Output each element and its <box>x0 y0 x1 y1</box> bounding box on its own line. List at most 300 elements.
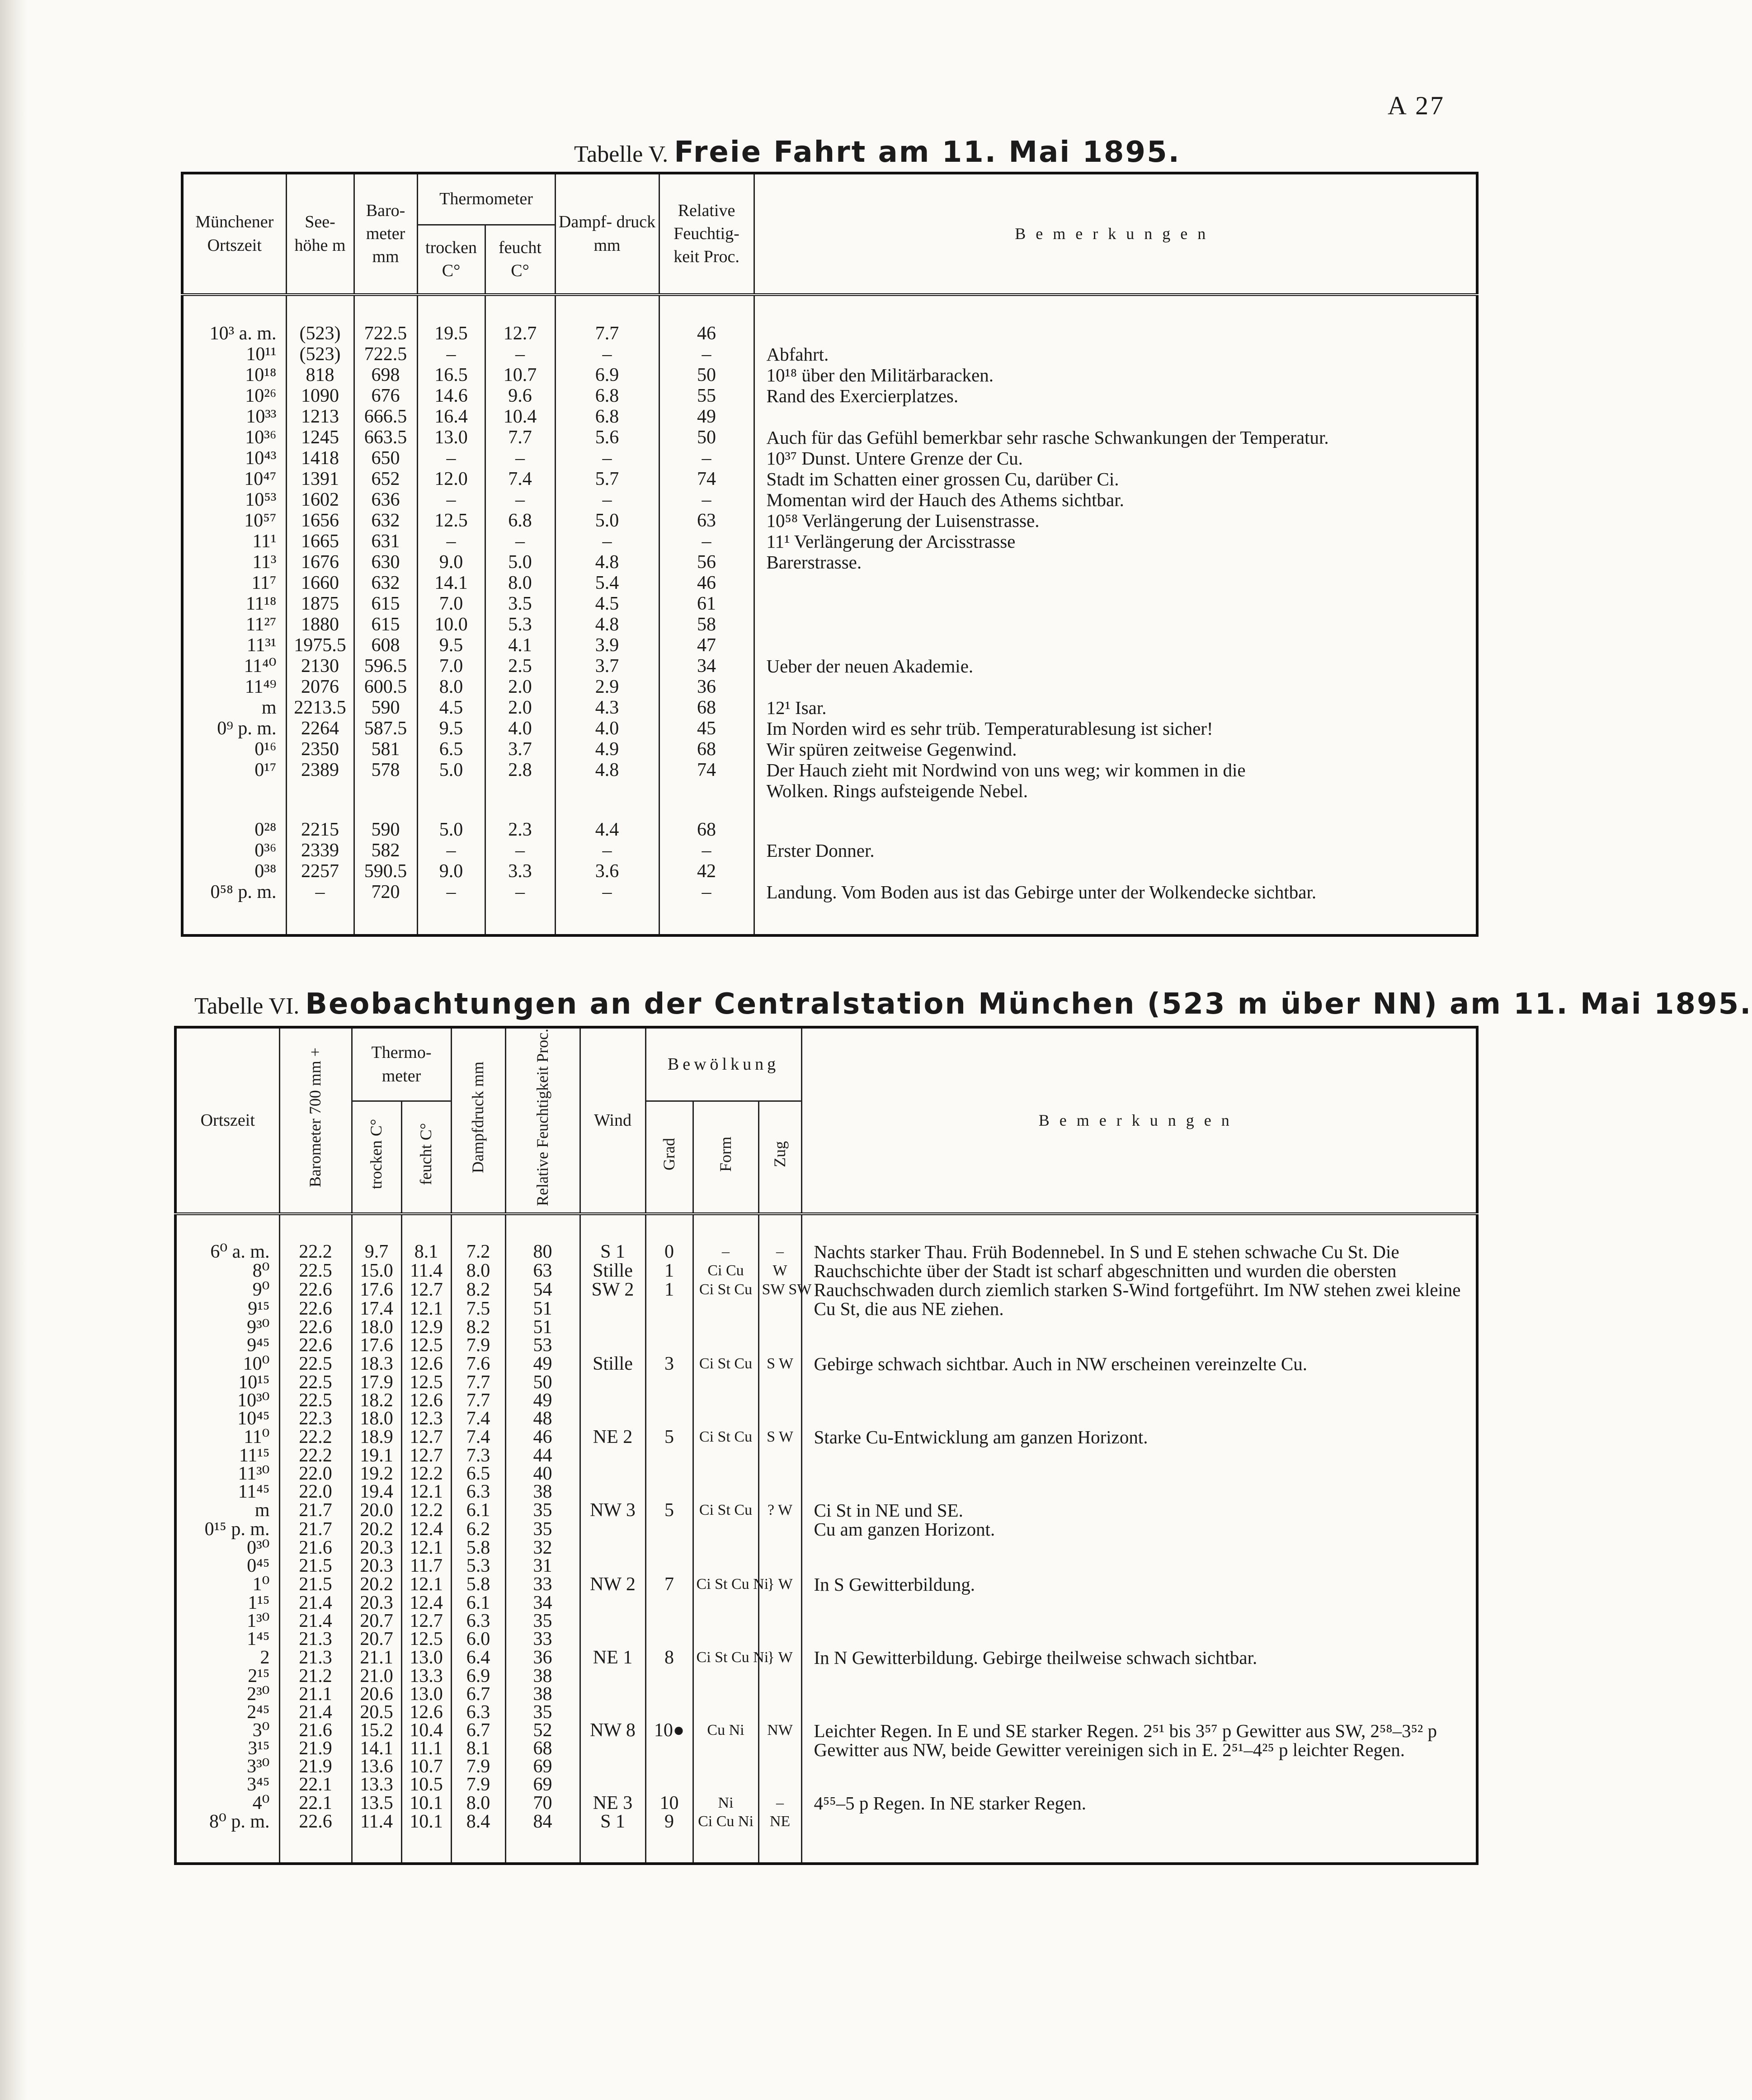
wind-cell <box>580 1739 645 1757</box>
wet-temp-cell: 11.7 <box>401 1557 451 1575</box>
barometer-cell: 22.3 <box>279 1409 352 1428</box>
remarks-cell <box>754 819 1477 840</box>
cloud-direction-cell <box>758 1409 801 1428</box>
wind-cell: NW 8 <box>580 1721 645 1739</box>
time-cell: 10⁴³ <box>182 448 286 469</box>
humidity-cell: 53 <box>505 1336 580 1354</box>
vapour-cell: – <box>555 531 659 552</box>
humidity-cell: 38 <box>505 1685 580 1703</box>
altitude-cell: 2339 <box>286 840 354 861</box>
t5-head-remarks: Bemerkungen <box>754 173 1477 295</box>
cloud-grade-cell <box>645 1409 693 1428</box>
vapour-cell: 6.1 <box>451 1594 505 1612</box>
t6-head-grad-text: Grad <box>659 1137 678 1170</box>
humidity-cell: 58 <box>659 614 754 635</box>
cloud-direction-cell <box>758 1739 801 1757</box>
humidity-cell: 45 <box>659 718 754 739</box>
vapour-cell: 7.4 <box>451 1428 505 1447</box>
remarks-cell: Der Hauch zieht mit Nordwind von uns weg; wir kommen in die <box>754 760 1477 780</box>
cloud-form-cell <box>693 1391 758 1409</box>
wet-temp-cell: 11.1 <box>401 1739 451 1757</box>
humidity-cell: 42 <box>659 861 754 882</box>
vapour-cell: 7.7 <box>451 1373 505 1391</box>
cloud-grade-cell: 10● <box>645 1721 693 1739</box>
cloud-grade-cell <box>645 1483 693 1501</box>
altitude-cell: 2257 <box>286 861 354 882</box>
spacer-cell <box>182 295 286 323</box>
table6-caption-prefix: Tabelle VI. <box>194 993 300 1019</box>
spacer-cell <box>182 801 286 819</box>
wind-cell <box>580 1539 645 1557</box>
humidity-cell: 50 <box>659 427 754 448</box>
time-cell: 11³ <box>182 552 286 573</box>
wet-temp-cell: 10.7 <box>485 365 555 385</box>
humidity-cell: 35 <box>505 1501 580 1520</box>
vapour-cell: 6.7 <box>451 1685 505 1703</box>
table-row <box>182 365 1477 385</box>
vapour-cell: 8.0 <box>451 1261 505 1280</box>
time-cell: 9³⁰ <box>175 1318 279 1336</box>
vapour-cell: 7.4 <box>451 1409 505 1428</box>
wind-cell: SW 2 <box>580 1280 645 1299</box>
time-cell: 4⁰ <box>175 1794 279 1813</box>
table-row <box>182 635 1477 656</box>
table-row <box>182 614 1477 635</box>
time-cell <box>182 780 286 801</box>
humidity-cell <box>659 780 754 801</box>
humidity-cell: 68 <box>659 819 754 840</box>
vapour-cell: 3.7 <box>555 656 659 677</box>
barometer-cell: 22.6 <box>279 1813 352 1831</box>
dry-temp-cell: 20.2 <box>352 1520 401 1539</box>
cloud-grade-cell: 5 <box>645 1428 693 1447</box>
cloud-form-cell <box>693 1373 758 1391</box>
spacer-cell <box>801 1831 1477 1864</box>
cloud-form-cell <box>693 1539 758 1557</box>
barometer-cell: 21.3 <box>279 1630 352 1648</box>
remarks-cell <box>801 1373 1477 1391</box>
vapour-cell: 4.0 <box>555 718 659 739</box>
remarks-cell <box>754 635 1477 656</box>
barometer-cell: 22.5 <box>279 1391 352 1409</box>
vapour-cell: 6.3 <box>451 1703 505 1721</box>
table-row <box>182 819 1477 840</box>
humidity-cell: 44 <box>505 1447 580 1465</box>
wet-temp-cell: 2.8 <box>485 760 555 780</box>
humidity-cell: 54 <box>505 1280 580 1299</box>
t5-head-vapour: Dampf- druck mm <box>555 173 659 295</box>
wet-temp-cell: – <box>485 489 555 510</box>
page-number: A 27 <box>1387 91 1445 120</box>
t6-head-vapour-text: Dampfdruck mm <box>469 1061 487 1173</box>
remarks-cell: Wolken. Rings aufsteigende Nebel. <box>754 780 1477 801</box>
table-row <box>182 760 1477 780</box>
cloud-form-cell <box>693 1685 758 1703</box>
time-cell: 11¹⁵ <box>175 1447 279 1465</box>
humidity-cell: – <box>659 489 754 510</box>
wet-temp-cell: 12.4 <box>401 1520 451 1539</box>
wind-cell <box>580 1776 645 1794</box>
spacer-cell <box>555 801 659 819</box>
remarks-cell: Wir spüren zeitweise Gegenwind. <box>754 739 1477 760</box>
wind-cell <box>580 1757 645 1776</box>
wet-temp-cell: 12.7 <box>401 1447 451 1465</box>
spacer-cell <box>645 1214 693 1242</box>
table-row <box>175 1465 1477 1483</box>
spacer-cell <box>758 1831 801 1864</box>
wet-temp-cell: 8.1 <box>401 1242 451 1261</box>
cloud-grade-cell <box>645 1391 693 1409</box>
cloud-direction-cell <box>758 1318 801 1336</box>
cloud-direction-cell: – <box>758 1794 801 1813</box>
remarks-cell: Stadt im Schatten einer grossen Cu, darüber Ci. <box>754 469 1477 489</box>
remarks-cell <box>754 861 1477 882</box>
vapour-cell <box>555 780 659 801</box>
barometer-cell: 21.5 <box>279 1557 352 1575</box>
dry-temp-cell: 17.6 <box>352 1336 401 1354</box>
time-cell: 2 <box>175 1648 279 1667</box>
cloud-form-cell <box>693 1336 758 1354</box>
vapour-cell: 5.8 <box>451 1575 505 1594</box>
time-cell: 9⁴⁵ <box>175 1336 279 1354</box>
t6-head-time: Ortszeit <box>175 1027 279 1214</box>
time-cell: 2⁴⁵ <box>175 1703 279 1721</box>
wet-temp-cell: 7.7 <box>485 427 555 448</box>
cloud-direction-cell: NE <box>758 1813 801 1831</box>
humidity-cell: – <box>659 448 754 469</box>
cloud-direction-cell <box>758 1612 801 1630</box>
wet-temp-cell: 10.1 <box>401 1794 451 1813</box>
dry-temp-cell: 18.0 <box>352 1409 401 1428</box>
wet-temp-cell: – <box>485 840 555 861</box>
cloud-grade-cell <box>645 1739 693 1757</box>
t6-head-wind: Wind <box>580 1027 645 1214</box>
wet-temp-cell: 7.4 <box>485 469 555 489</box>
wet-temp-cell: 11.4 <box>401 1261 451 1280</box>
cloud-form-cell <box>693 1594 758 1612</box>
spacer-cell <box>505 1831 580 1864</box>
altitude-cell: 1676 <box>286 552 354 573</box>
table-row <box>182 656 1477 677</box>
cloud-grade-cell <box>645 1373 693 1391</box>
wet-temp-cell: 12.5 <box>401 1630 451 1648</box>
dry-temp-cell: 20.3 <box>352 1539 401 1557</box>
wind-cell <box>580 1299 645 1318</box>
wet-temp-cell: 12.1 <box>401 1575 451 1594</box>
t5-head-humidity: Relative Feuchtig- keit Proc. <box>659 173 754 295</box>
dry-temp-cell: 21.0 <box>352 1667 401 1685</box>
barometer-cell: 21.9 <box>279 1757 352 1776</box>
time-cell: 0³⁶ <box>182 840 286 861</box>
cloud-direction-cell: SW SW <box>758 1280 801 1299</box>
time-cell: 9¹⁵ <box>175 1299 279 1318</box>
remarks-cell <box>801 1667 1477 1685</box>
humidity-cell: 50 <box>659 365 754 385</box>
t5-head-thermometer: Thermometer <box>417 173 555 225</box>
time-cell: 10³⁰ <box>175 1391 279 1409</box>
t6-head-clouds: Bewölkung <box>645 1027 801 1101</box>
spacer-cell <box>754 295 1477 323</box>
vapour-cell: 4.9 <box>555 739 659 760</box>
altitude-cell: 2130 <box>286 656 354 677</box>
wind-cell <box>580 1612 645 1630</box>
table-row <box>182 385 1477 406</box>
humidity-cell: 70 <box>505 1794 580 1813</box>
humidity-cell: 63 <box>505 1261 580 1280</box>
barometer-cell: 21.4 <box>279 1594 352 1612</box>
remarks-cell <box>801 1685 1477 1703</box>
vapour-cell: – <box>555 882 659 902</box>
table6-caption-title: Beobachtungen an der Centralstation München (523 m über NN) am 11. Mai 1895. <box>305 987 1752 1021</box>
altitude-cell <box>286 780 354 801</box>
spacer-row <box>182 801 1477 819</box>
vapour-cell: 8.4 <box>451 1813 505 1831</box>
altitude-cell: 818 <box>286 365 354 385</box>
humidity-cell: 69 <box>505 1757 580 1776</box>
wind-cell: Stille <box>580 1354 645 1373</box>
humidity-cell: 36 <box>659 677 754 697</box>
dry-temp-cell: 18.3 <box>352 1354 401 1373</box>
humidity-cell: – <box>659 882 754 902</box>
time-cell: 0³⁸ <box>182 861 286 882</box>
barometer-cell: 22.1 <box>279 1794 352 1813</box>
cloud-grade-cell <box>645 1539 693 1557</box>
humidity-cell: 68 <box>659 739 754 760</box>
vapour-cell: 6.9 <box>555 365 659 385</box>
dry-temp-cell: 20.7 <box>352 1612 401 1630</box>
dry-temp-cell: 20.6 <box>352 1685 401 1703</box>
dry-temp-cell: 19.4 <box>352 1483 401 1501</box>
dry-temp-cell: – <box>417 882 485 902</box>
altitude-cell: 1213 <box>286 406 354 427</box>
wet-temp-cell: 12.7 <box>401 1612 451 1630</box>
table-row <box>182 427 1477 448</box>
altitude-cell: 1245 <box>286 427 354 448</box>
dry-temp-cell: – <box>417 840 485 861</box>
vapour-cell: 6.1 <box>451 1501 505 1520</box>
time-cell: 10¹⁵ <box>175 1373 279 1391</box>
dry-temp-cell: – <box>417 531 485 552</box>
cloud-direction-cell: – <box>758 1242 801 1261</box>
spacer-cell <box>754 902 1477 935</box>
table-row <box>175 1630 1477 1648</box>
spacer-cell <box>286 801 354 819</box>
time-cell: 10³⁶ <box>182 427 286 448</box>
remarks-cell <box>801 1465 1477 1483</box>
time-cell: 10²⁶ <box>182 385 286 406</box>
cloud-form-cell <box>693 1739 758 1757</box>
spacer-cell <box>354 801 417 819</box>
vapour-cell: 8.0 <box>451 1794 505 1813</box>
humidity-cell: – <box>659 531 754 552</box>
table-row <box>175 1391 1477 1409</box>
vapour-cell: 6.7 <box>451 1721 505 1739</box>
vapour-cell: 4.3 <box>555 697 659 718</box>
wind-cell <box>580 1520 645 1539</box>
table-row <box>175 1575 1477 1594</box>
spacer-cell <box>758 1214 801 1242</box>
cloud-grade-cell: 1 <box>645 1280 693 1299</box>
remarks-cell: Cu am ganzen Horizont. <box>801 1520 1477 1539</box>
table-row <box>182 861 1477 882</box>
cloud-form-cell <box>693 1520 758 1539</box>
cloud-form-cell <box>693 1318 758 1336</box>
table-row <box>175 1539 1477 1557</box>
time-cell: 6⁰ a. m. <box>175 1242 279 1261</box>
dry-temp-cell: 10.0 <box>417 614 485 635</box>
altitude-cell: 1602 <box>286 489 354 510</box>
time-cell: 10¹⁸ <box>182 365 286 385</box>
cloud-form-cell <box>693 1299 758 1318</box>
humidity-cell: 38 <box>505 1483 580 1501</box>
cloud-form-cell: Ci St Cu Ni <box>693 1648 758 1667</box>
barometer-cell: 666.5 <box>354 406 417 427</box>
barometer-cell <box>354 780 417 801</box>
spacer-cell <box>645 1831 693 1864</box>
cloud-form-cell <box>693 1557 758 1575</box>
wind-cell <box>580 1391 645 1409</box>
table-row <box>175 1685 1477 1703</box>
spacer-cell <box>505 1214 580 1242</box>
time-cell: 11³¹ <box>182 635 286 656</box>
table-row <box>175 1813 1477 1831</box>
remarks-cell <box>801 1594 1477 1612</box>
wind-cell <box>580 1409 645 1428</box>
altitude-cell: 2215 <box>286 819 354 840</box>
barometer-cell: 21.3 <box>279 1648 352 1667</box>
table-row <box>175 1447 1477 1465</box>
remarks-cell <box>754 614 1477 635</box>
dry-temp-cell: 20.3 <box>352 1557 401 1575</box>
spacer-cell <box>580 1214 645 1242</box>
humidity-cell: 46 <box>505 1428 580 1447</box>
wind-cell: NE 1 <box>580 1648 645 1667</box>
altitude-cell: 2264 <box>286 718 354 739</box>
dry-temp-cell: 15.2 <box>352 1721 401 1739</box>
wind-cell: S 1 <box>580 1242 645 1261</box>
cloud-form-cell: Ci St Cu <box>693 1428 758 1447</box>
dry-temp-cell: 13.0 <box>417 427 485 448</box>
table-row <box>175 1373 1477 1391</box>
table5-caption <box>574 136 1181 169</box>
wet-temp-cell: 13.0 <box>401 1648 451 1667</box>
cloud-grade-cell <box>645 1685 693 1703</box>
time-cell: m <box>175 1501 279 1520</box>
table-row <box>182 882 1477 902</box>
barometer-cell: 578 <box>354 760 417 780</box>
barometer-cell: 21.1 <box>279 1685 352 1703</box>
cloud-direction-cell: S W <box>758 1428 801 1447</box>
dry-temp-cell <box>417 780 485 801</box>
spacer-cell <box>279 1214 352 1242</box>
altitude-cell: 2076 <box>286 677 354 697</box>
barometer-cell: 698 <box>354 365 417 385</box>
time-cell: 0⁴⁵ <box>175 1557 279 1575</box>
t5-head-dry: trocken C° <box>417 225 485 295</box>
vapour-cell: 6.8 <box>555 406 659 427</box>
vapour-cell: 7.9 <box>451 1757 505 1776</box>
vapour-cell: 7.7 <box>555 323 659 344</box>
vapour-cell: 7.9 <box>451 1776 505 1794</box>
time-cell: 11⁴⁰ <box>182 656 286 677</box>
table-row <box>175 1557 1477 1575</box>
altitude-cell: 1875 <box>286 593 354 614</box>
remarks-cell: Ci St in NE und SE. <box>801 1501 1477 1520</box>
remarks-cell: Auch für das Gefühl bemerkbar sehr rasche Schwankungen der Temperatur. <box>754 427 1477 448</box>
wet-temp-cell: 12.2 <box>401 1501 451 1520</box>
table5-body <box>182 295 1477 935</box>
humidity-cell: 49 <box>505 1391 580 1409</box>
remarks-cell <box>754 573 1477 593</box>
vapour-cell: 6.5 <box>451 1465 505 1483</box>
dry-temp-cell: 19.1 <box>352 1447 401 1465</box>
barometer-cell: 22.6 <box>279 1299 352 1318</box>
humidity-cell: – <box>659 344 754 365</box>
altitude-cell: 1665 <box>286 531 354 552</box>
dry-temp-cell: 20.5 <box>352 1703 401 1721</box>
spacer-cell <box>182 902 286 935</box>
wind-cell <box>580 1447 645 1465</box>
dry-temp-cell: 17.4 <box>352 1299 401 1318</box>
time-cell: 11⁰ <box>175 1428 279 1447</box>
cloud-grade-cell <box>645 1557 693 1575</box>
cloud-direction-cell <box>758 1336 801 1354</box>
spacer-cell <box>693 1214 758 1242</box>
barometer-cell: 608 <box>354 635 417 656</box>
time-cell: 2¹⁵ <box>175 1667 279 1685</box>
remarks-cell <box>754 593 1477 614</box>
wet-temp-cell: – <box>485 344 555 365</box>
barometer-cell: 596.5 <box>354 656 417 677</box>
humidity-cell: 61 <box>659 593 754 614</box>
barometer-cell: 21.6 <box>279 1539 352 1557</box>
time-cell: 10³³ <box>182 406 286 427</box>
wet-temp-cell: 2.5 <box>485 656 555 677</box>
spacer-cell <box>401 1831 451 1864</box>
wind-cell <box>580 1685 645 1703</box>
barometer-cell: 21.2 <box>279 1667 352 1685</box>
time-cell: 1¹⁵ <box>175 1594 279 1612</box>
humidity-cell: 51 <box>505 1318 580 1336</box>
vapour-cell: 4.8 <box>555 760 659 780</box>
barometer-cell: 636 <box>354 489 417 510</box>
spacer-cell <box>354 902 417 935</box>
humidity-cell: 51 <box>505 1299 580 1318</box>
vapour-cell: 5.6 <box>555 427 659 448</box>
barometer-cell: 590.5 <box>354 861 417 882</box>
dry-temp-cell: 14.6 <box>417 385 485 406</box>
cloud-form-cell <box>693 1757 758 1776</box>
barometer-cell: 22.2 <box>279 1428 352 1447</box>
vapour-cell: 7.5 <box>451 1299 505 1318</box>
remarks-cell: 10¹⁸ über den Militärbaracken. <box>754 365 1477 385</box>
spacer-cell <box>279 1831 352 1864</box>
vapour-cell: 5.8 <box>451 1539 505 1557</box>
dry-temp-cell: 5.0 <box>417 819 485 840</box>
cloud-grade-cell <box>645 1465 693 1483</box>
cloud-grade-cell: 1 <box>645 1261 693 1280</box>
time-cell: 1³⁰ <box>175 1612 279 1630</box>
barometer-cell: 722.5 <box>354 344 417 365</box>
wet-temp-cell: 10.1 <box>401 1813 451 1831</box>
wind-cell <box>580 1318 645 1336</box>
spacer-cell <box>286 295 354 323</box>
cloud-grade-cell <box>645 1594 693 1612</box>
vapour-cell: 5.4 <box>555 573 659 593</box>
spacer-cell <box>659 295 754 323</box>
wet-temp-cell: 10.7 <box>401 1757 451 1776</box>
wind-cell <box>580 1465 645 1483</box>
